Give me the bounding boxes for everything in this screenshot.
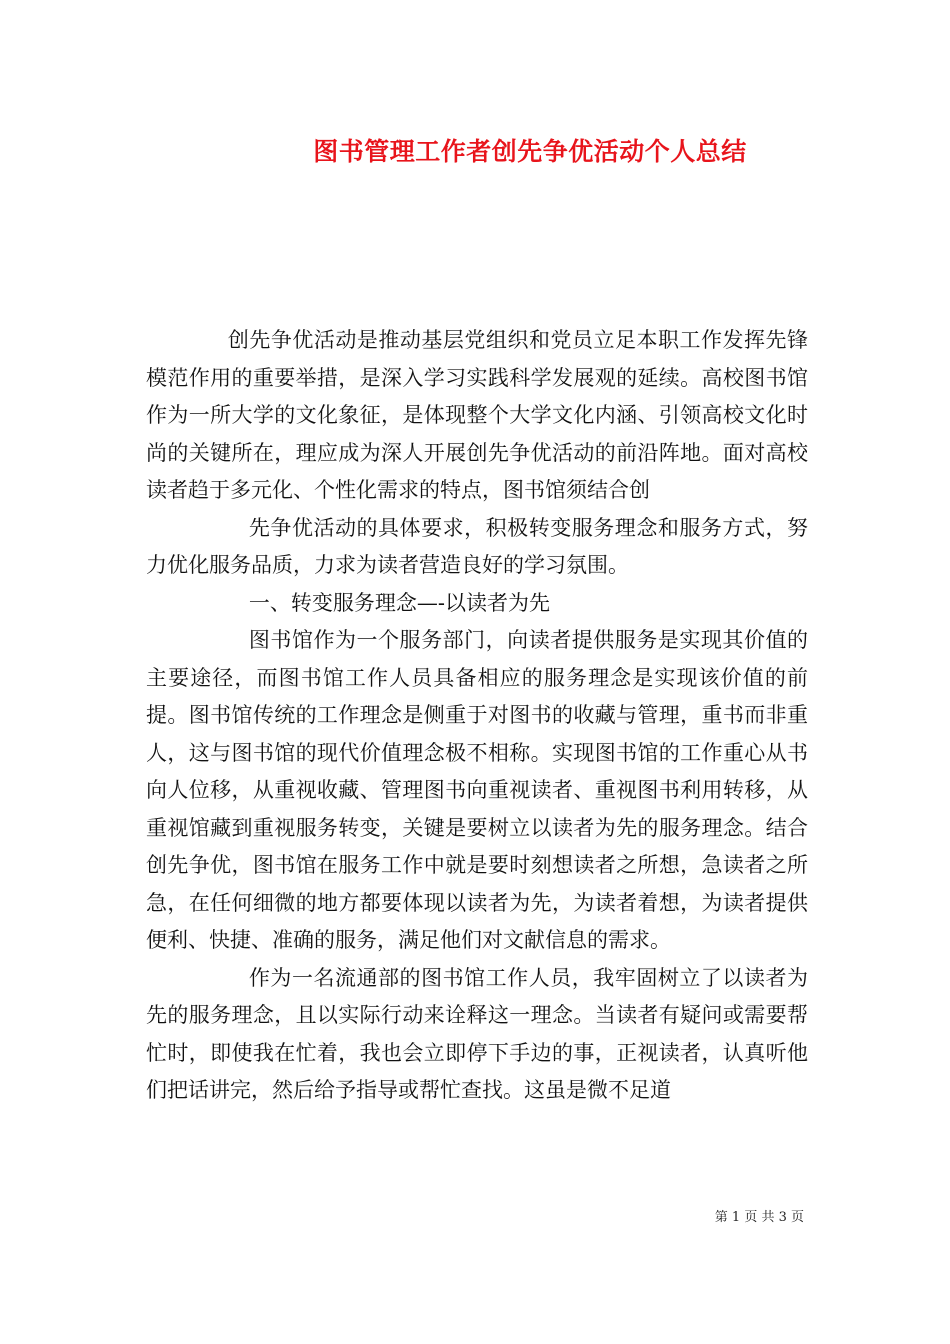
- page-title: 图书管理工作者创先争优活动个人总结: [313, 137, 747, 166]
- paragraph-service-concept: 图书馆作为一个服务部门，向读者提供服务是实现其价值的主要途径，而图书馆工作人员具备相应的服务理念是实现该价值的前提。图书馆传统的工作理念是侧重于对图书的收藏与管理，重书而非重人，这与图书馆的现代价值理念极不相称。实现图书馆的工作重心从书向人位移，从重视收藏、管理图书向重视读者、重视图书利用转移，从重视馆藏到重视服务转变，关键是要树立以读者为先的服务理念。结合创先争优，图书馆在服务工作中就是要时刻想读者之所想，急读者之所急，在任何细微的地方都要体现以读者为先，为读者着想，为读者提供便利、快捷、准确的服务，满足他们对文献信息的需求。: [146, 628, 808, 952]
- paragraph-continuation: 先争优活动的具体要求，积极转变服务理念和服务方式，努力优化服务品质，力求为读者营造良好的学习氛围。: [146, 515, 808, 577]
- paragraph-personal-practice: 作为一名流通部的图书馆工作人员，我牢固树立了以读者为先的服务理念，且以实际行动来诠释这一理念。当读者有疑问或需要帮忙时，即使我在忙着，我也会立即停下手边的事，正视读者，认真听他们把话讲完，然后给予指导或帮忙查找。这虽是微不足道: [146, 965, 808, 1102]
- page-number: 第 1 页 共 3 页: [714, 1210, 804, 1225]
- paragraph-intro: 创先争优活动是推动基层党组织和党员立足本职工作发挥先锋模范作用的重要举措，是深入学习实践科学发展观的延续。高校图书馆作为一所大学的文化象征，是体现整个大学文化内涵、引领高校文化时尚的关键所在，理应成为深人开展创先争优活动的前沿阵地。面对高校读者趋于多元化、个性化需求的特点，图书馆须结合创: [146, 328, 808, 502]
- section-heading-1: 一、转变服务理念—-以读者为先: [248, 590, 550, 615]
- document-body: [146, 322, 808, 1110]
